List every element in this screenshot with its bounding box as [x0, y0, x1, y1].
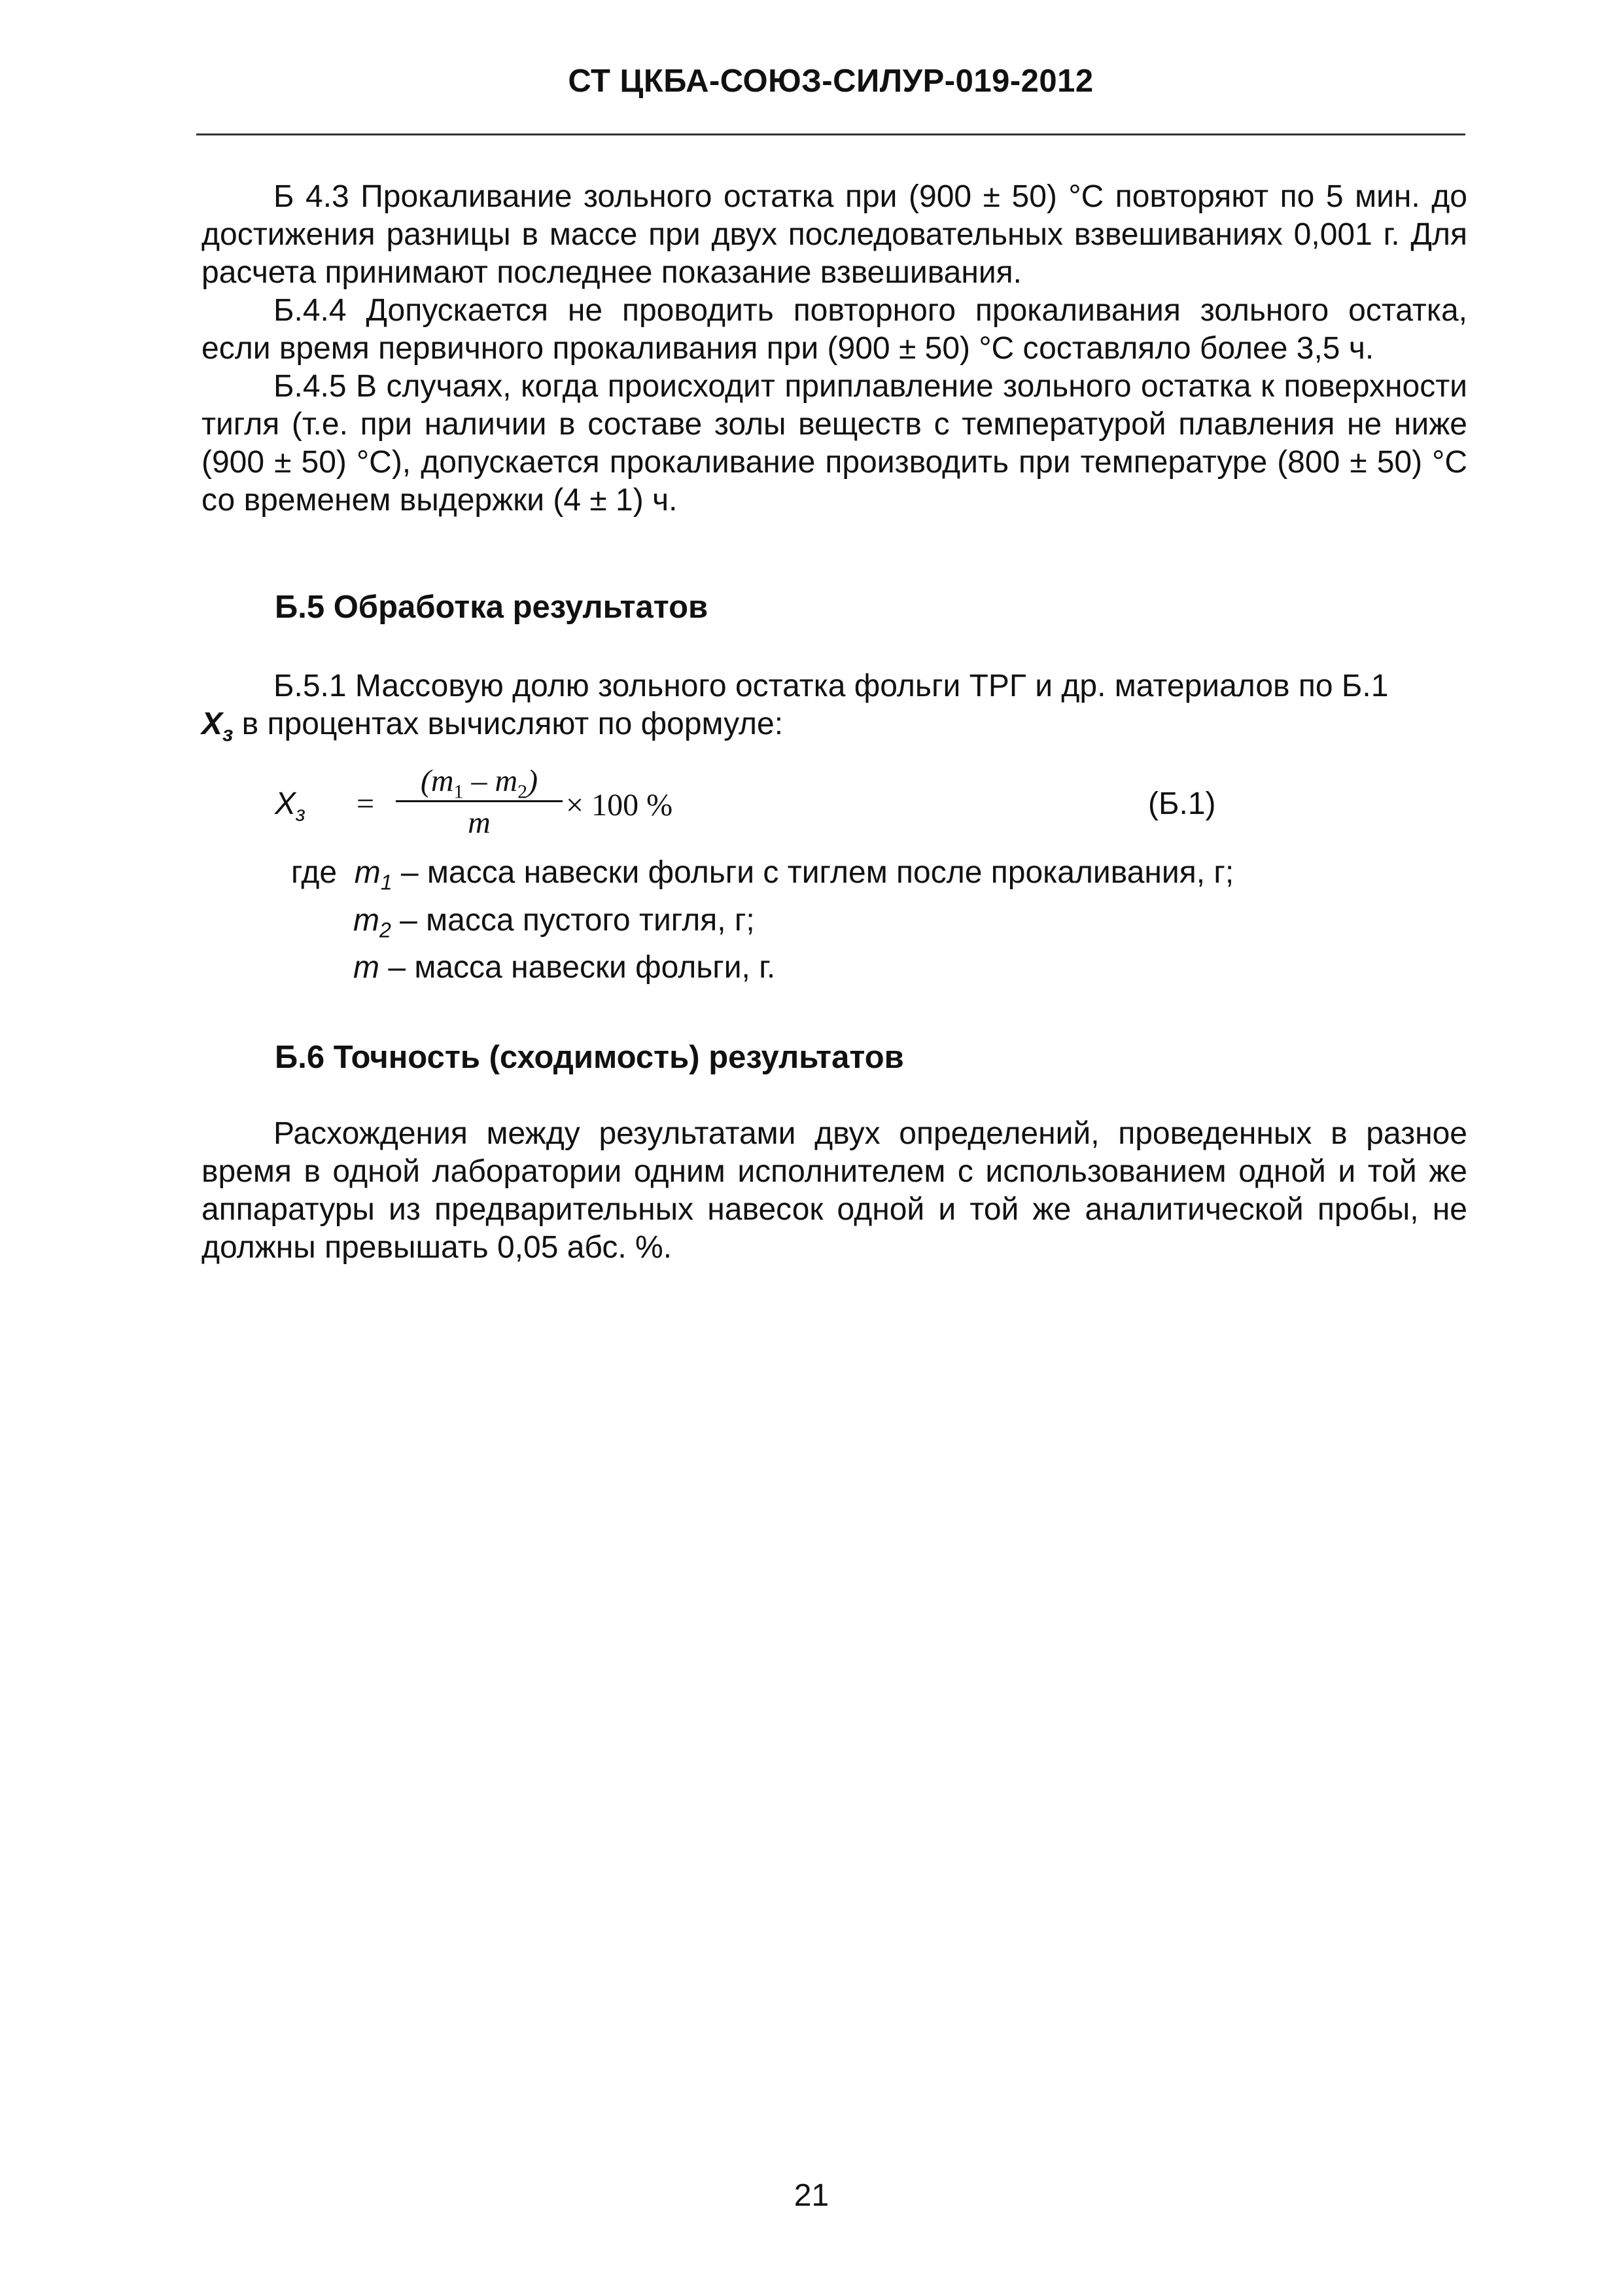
formula-fraction	[396, 762, 563, 840]
definition-m1: где $m_1$ – масса навески фольги с тиглем после прокаливания, г;	[291, 854, 1234, 902]
paragraph-b4-5: Б.4.5 В случаях, когда происходит приплавление зольного остатка к поверхности тигля (т.е. при наличии в составе золы веществ с температурой плавления не ниже (900 ± 50) °С), допускается прокаливание производить при температуре (800 ± 50) °С со временем выдержки (4 ± 1) ч.	[201, 369, 1467, 518]
heading-b6: Б.6 Точность (сходимость) результатов	[275, 1040, 904, 1075]
symbol-m1: $m_1$	[354, 855, 393, 894]
formula-definitions	[291, 854, 1234, 987]
formula-equals: =	[357, 786, 375, 821]
paragraph-b5-1-line1: Б.5.1 Массовую долю зольного остатка фольги ТРГ и др. материалов по Б.1	[273, 669, 1389, 703]
fraction-numerator: $(m_1 - m_2)$	[420, 764, 538, 803]
paragraph-b6: Расхождения между результатами двух определений, проведенных в разное время в одной лаборатории одним исполнителем с использованием одной и той же аппаратуры из предварительных навесок одной и той же аналитической пробы, не должны превышать 0,05 абс. %.	[201, 1116, 1467, 1265]
heading-b5: Б.5 Обработка результатов	[275, 590, 708, 625]
section-b6	[201, 1115, 1467, 1267]
symbol-m: m	[353, 950, 379, 985]
document-header: СТ ЦКБА-СОЮЗ-СИЛУР-019-2012	[568, 63, 1094, 99]
formula-number: (Б.1)	[1148, 786, 1216, 821]
formula-b1	[275, 762, 1472, 854]
definition-m2: $m_2$ – масса пустого тигля, г;	[291, 902, 1234, 949]
paragraph-b4-4: Б.4.4 Допускается не проводить повторного прокаливания зольного остатка, если время первичного прокаливания при (900 ± 50) °С составляло более 3,5 ч.	[201, 293, 1467, 366]
formula-multiplier: × 100 %	[566, 788, 673, 822]
fraction-denominator: m	[468, 805, 491, 840]
variable-x3: $X_з$	[201, 707, 234, 746]
definition-m: m – масса навески фольги, г.	[291, 949, 1234, 987]
where-label: где	[291, 855, 338, 890]
page-number: 21	[794, 2178, 829, 2213]
symbol-m2: $m_2$	[353, 902, 391, 942]
formula-lhs: $X_з$	[275, 786, 305, 826]
paragraph-b4-3: Б 4.3 Прокаливание зольного остатка при (900 ± 50) °С повторяют по 5 мин. до достижения разницы в массе при двух последовательных взвешиваниях 0,001 г. Для расчета принимают последнее показание взвешивания.	[201, 179, 1467, 290]
paragraph-b5-1	[201, 667, 1467, 753]
paragraph-b5-1-line2: $X_з$ в процентах вычисляют по формуле:	[201, 707, 784, 746]
header-rule	[196, 133, 1465, 135]
section-b4	[201, 178, 1467, 520]
